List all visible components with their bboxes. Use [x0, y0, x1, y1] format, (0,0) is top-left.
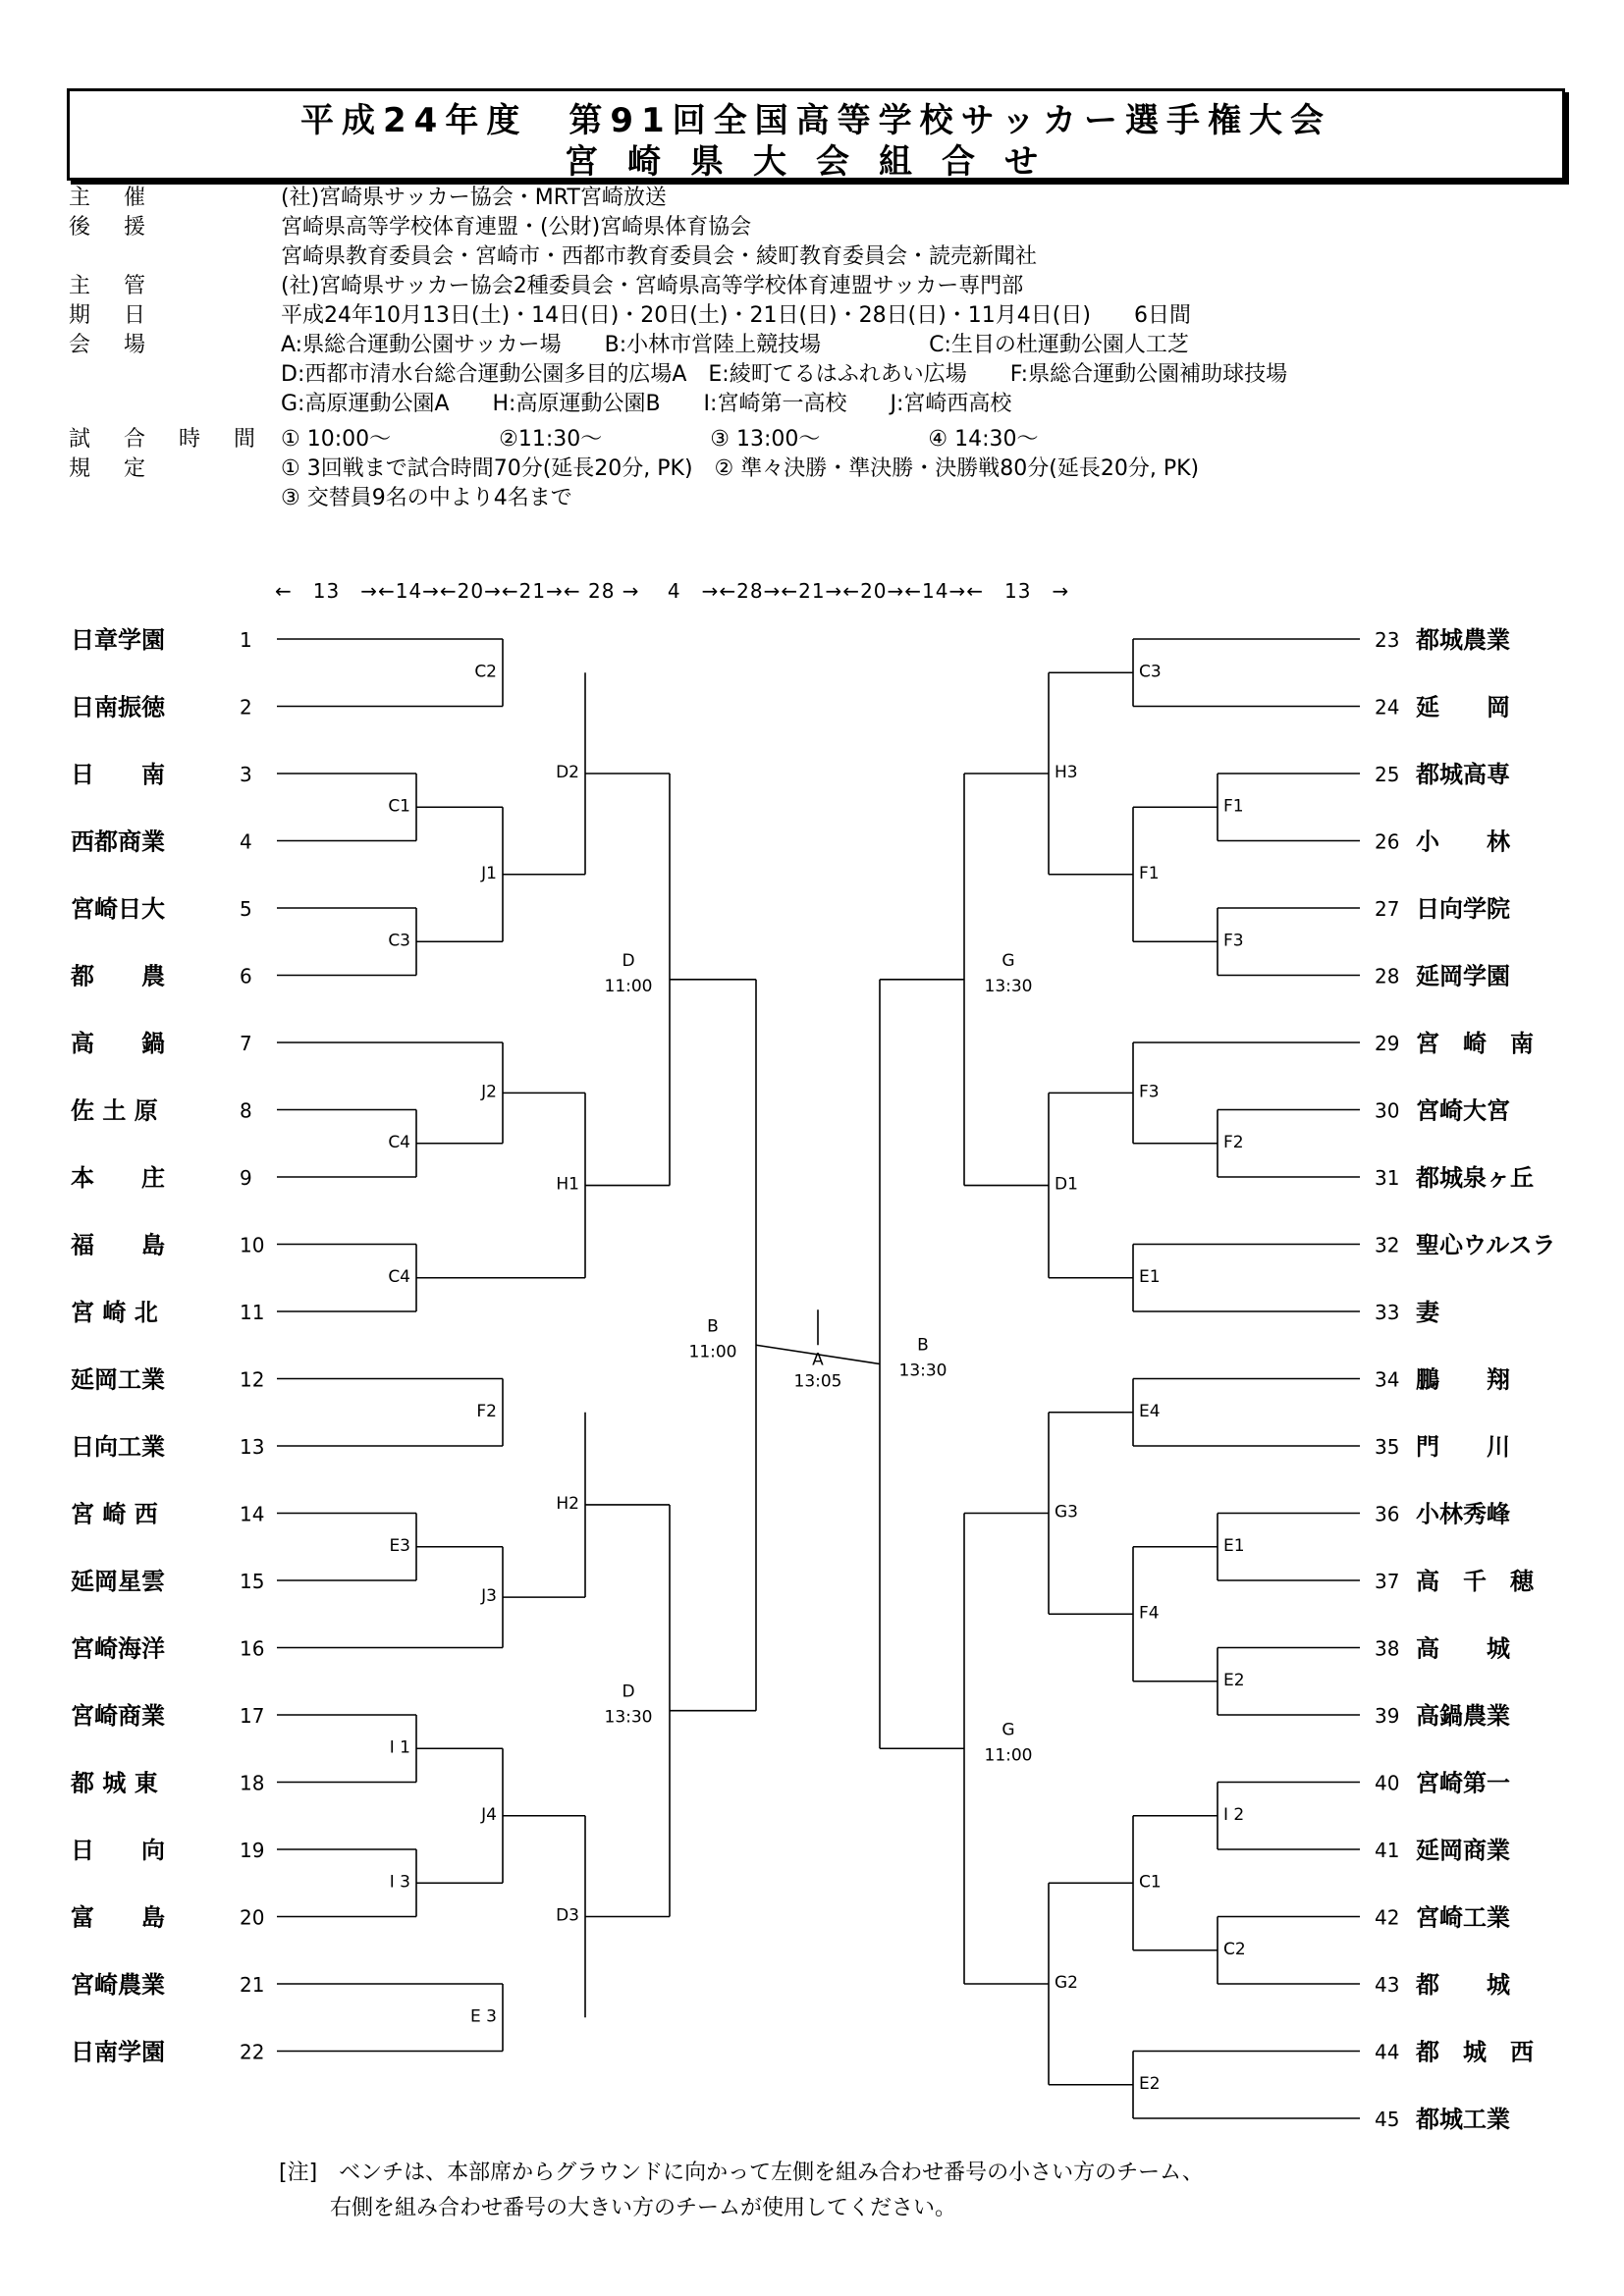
team-seed: 11	[240, 1301, 265, 1324]
match-label: D1	[1055, 1174, 1078, 1195]
match-label: E1	[1223, 1535, 1245, 1556]
team-seed: 15	[240, 1570, 265, 1593]
team-seed: 9	[240, 1166, 252, 1190]
team-seed: 16	[240, 1636, 265, 1661]
team-name: 宮崎第一	[1416, 1769, 1510, 1797]
match-label: C2	[1223, 1939, 1246, 1959]
match-label: G3	[1055, 1502, 1078, 1522]
team-name: 都 城 東	[71, 1769, 158, 1797]
team-name: 高鍋農業	[1416, 1702, 1510, 1730]
team-name: 宮 崎 西	[71, 1500, 158, 1528]
team-name: 福 島	[71, 1231, 165, 1259]
team-name: 宮崎海洋	[71, 1634, 165, 1663]
info-label: 主管	[69, 274, 180, 298]
match-label: 13:30	[604, 1707, 653, 1728]
team-seed: 40	[1375, 1771, 1400, 1795]
match-label: E2	[1139, 2073, 1161, 2094]
team-seed: 14	[240, 1502, 265, 1526]
team-name: 鵬 翔	[1416, 1365, 1510, 1394]
match-label: E1	[1139, 1266, 1161, 1287]
team-seed: 26	[1375, 829, 1400, 854]
team-name: 日 南	[71, 761, 165, 788]
team-seed: 33	[1375, 1301, 1400, 1324]
match-label: E3	[389, 1535, 410, 1556]
match-label: I 3	[389, 1872, 410, 1893]
team-seed: 21	[240, 1973, 265, 1997]
team-seed: 23	[1375, 628, 1400, 652]
team-name: 都城工業	[1416, 2106, 1510, 2133]
match-label: I 1	[389, 1737, 410, 1758]
match-label: J2	[481, 1082, 497, 1102]
match-label: 13:05	[793, 1371, 842, 1392]
team-seed: 34	[1375, 1367, 1400, 1392]
match-label: F1	[1223, 796, 1244, 817]
team-seed: 8	[240, 1098, 252, 1123]
team-name: 高 城	[1416, 1634, 1510, 1663]
info-label: 会場	[69, 333, 180, 357]
match-label: E4	[1139, 1401, 1161, 1421]
info-text: ① 3回戦まで試合時間70分(延長20分, PK) ② 準々決勝・準決勝・決勝戦80分(延長20分, PK)	[281, 456, 1200, 481]
team-seed: 36	[1375, 1502, 1400, 1526]
team-seed: 44	[1375, 2040, 1400, 2064]
team-seed: 38	[1375, 1636, 1400, 1661]
team-name: 延岡星雲	[71, 1568, 165, 1595]
team-name: 聖心ウルスラ	[1416, 1231, 1556, 1259]
team-seed: 31	[1375, 1166, 1400, 1190]
team-name: 都 城	[1416, 1971, 1510, 1999]
match-label: J1	[481, 863, 497, 883]
team-name: 宮 崎 北	[71, 1299, 158, 1326]
match-label: C2	[474, 662, 497, 682]
match-label: F2	[476, 1401, 497, 1421]
team-name: 高 鍋	[71, 1030, 165, 1057]
info-label: 規定	[69, 456, 180, 481]
match-label: G	[1001, 1720, 1015, 1740]
info-text: 宮崎県高等学校体育連盟・(公財)宮崎県体育協会	[281, 215, 752, 240]
team-name: 延岡学園	[1416, 962, 1510, 990]
team-seed: 7	[240, 1032, 252, 1055]
team-seed: 35	[1375, 1435, 1400, 1459]
match-label: I 2	[1223, 1804, 1245, 1825]
team-seed: 30	[1375, 1098, 1400, 1123]
match-label: B	[707, 1316, 719, 1337]
team-seed: 3	[240, 763, 252, 786]
match-label: C1	[1139, 1872, 1162, 1893]
team-seed: 45	[1375, 2108, 1400, 2131]
match-label: D	[622, 950, 635, 971]
match-label: D2	[556, 763, 579, 782]
info-text: (社)宮崎県サッカー協会・MRT宮崎放送	[281, 186, 667, 210]
info-text: G:高原運動公園A H:高原運動公園B I:宮崎第一高校 J:宮崎西高校	[281, 392, 1012, 416]
info-label: 主催	[69, 186, 180, 210]
team-seed: 22	[240, 2040, 265, 2064]
match-label: F1	[1139, 863, 1160, 883]
match-label: 13:30	[898, 1361, 947, 1381]
team-seed: 17	[240, 1704, 265, 1728]
match-label: H1	[556, 1174, 579, 1195]
team-seed: 18	[240, 1771, 265, 1795]
team-seed: 5	[240, 897, 252, 921]
match-label: H2	[556, 1493, 579, 1514]
team-name: 宮崎農業	[71, 1971, 165, 1999]
match-label: G2	[1055, 1973, 1078, 1993]
team-name: 宮崎大宮	[1416, 1096, 1510, 1125]
team-name: 妻	[1416, 1299, 1439, 1326]
team-seed: 24	[1375, 695, 1400, 720]
team-seed: 27	[1375, 897, 1400, 921]
info-label: 後援	[69, 215, 180, 240]
team-seed: 1	[240, 628, 252, 652]
match-label: C4	[388, 1266, 410, 1287]
team-name: 小 林	[1416, 828, 1510, 856]
title-line-1: 平成24年度 第91回全国高等学校サッカー選手権大会	[300, 101, 1331, 140]
info-text: (社)宮崎県サッカー協会2種委員会・宮崎県高等学校体育連盟サッカー専門部	[281, 274, 1024, 298]
team-name: 高 千 穂	[1416, 1568, 1534, 1595]
match-label: F3	[1139, 1082, 1160, 1102]
team-name: 延 岡	[1416, 693, 1510, 721]
match-label: C1	[388, 796, 410, 817]
team-seed: 28	[1375, 964, 1400, 988]
info-text: D:西都市清水台総合運動公園多目的広場A E:綾町てるはふれあい広場 F:県総合運動公園補助球技場	[281, 362, 1288, 387]
team-name: 宮崎工業	[1416, 1903, 1510, 1932]
match-label: C3	[388, 931, 410, 951]
team-seed: 37	[1375, 1570, 1400, 1593]
team-seed: 4	[240, 829, 252, 854]
match-label: 11:00	[688, 1342, 737, 1362]
match-label: C4	[388, 1132, 410, 1152]
match-label: J4	[481, 1804, 497, 1825]
team-name: 都 城 西	[1416, 2038, 1534, 2066]
team-name: 本 庄	[71, 1164, 165, 1192]
team-name: 都城農業	[1416, 626, 1510, 654]
match-label: H3	[1055, 763, 1078, 782]
match-label: E 3	[470, 2006, 497, 2027]
info-text: 平成24年10月13日(土)・14日(日)・20日(土)・21日(日)・28日(日)・11月4日(日) 6日間	[281, 303, 1191, 328]
team-seed: 10	[240, 1233, 265, 1257]
team-name: 都 農	[71, 962, 165, 990]
team-seed: 29	[1375, 1032, 1400, 1055]
team-seed: 43	[1375, 1973, 1400, 1997]
team-seed: 6	[240, 964, 252, 988]
team-seed: 41	[1375, 1839, 1400, 1862]
match-label: E2	[1223, 1670, 1245, 1690]
team-name: 宮崎商業	[71, 1702, 165, 1730]
team-name: 日向工業	[71, 1433, 165, 1461]
match-label: F3	[1223, 931, 1244, 951]
info-text: A:県総合運動公園サッカー場 B:小林市営陸上競技場 C:生目の杜運動公園人工芝	[281, 333, 1189, 357]
team-seed: 39	[1375, 1704, 1400, 1728]
match-label: C3	[1139, 662, 1162, 682]
team-name: 佐 土 原	[71, 1096, 158, 1125]
team-name: 門 川	[1416, 1433, 1510, 1461]
team-seed: 42	[1375, 1905, 1400, 1930]
match-label: G	[1001, 950, 1015, 971]
info-label: 期日	[69, 303, 180, 328]
team-name: 宮 崎 南	[1416, 1030, 1534, 1057]
info-text: ③ 交替員9名の中より4名まで	[281, 486, 572, 510]
match-label: 11:00	[984, 1745, 1033, 1766]
team-seed: 2	[240, 695, 252, 720]
match-label: B	[917, 1335, 929, 1356]
team-seed: 12	[240, 1367, 265, 1392]
team-name: 日章学園	[71, 626, 165, 654]
team-name: 日 向	[71, 1837, 165, 1864]
info-label: 試合時間	[69, 427, 290, 452]
team-name: 延岡工業	[71, 1365, 165, 1394]
team-name: 富 島	[71, 1903, 165, 1932]
team-name: 西都商業	[71, 828, 165, 856]
match-label: D	[622, 1682, 635, 1702]
rounds-bar: ← 13 →←14→←20→←21→← 28 → 4 →←28→←21→←20→←14→← 13 →	[275, 579, 1070, 603]
team-name: 都城泉ヶ丘	[1416, 1164, 1534, 1192]
match-label: J3	[481, 1586, 497, 1607]
team-seed: 25	[1375, 763, 1400, 786]
team-name: 日南振徳	[71, 693, 165, 721]
note-line-1: [注] ベンチは、本部席からグラウンドに向かって左側を組み合わせ番号の小さい方のチーム、	[279, 2161, 1204, 2185]
note-line-2: 右側を組み合わせ番号の大きい方のチームが使用してください。	[330, 2196, 957, 2220]
info-text: 宮崎県教育委員会・宮崎市・西都市教育委員会・綾町教育委員会・読売新聞社	[281, 244, 1038, 269]
team-name: 日向学院	[1416, 895, 1510, 923]
team-seed: 32	[1375, 1233, 1400, 1257]
team-seed: 19	[240, 1839, 265, 1862]
match-label: F4	[1139, 1603, 1160, 1624]
team-seed: 13	[240, 1435, 265, 1459]
match-label: A	[812, 1350, 824, 1370]
title-line-2: 宮崎県大会組合せ	[565, 142, 1067, 182]
team-seed: 20	[240, 1905, 265, 1930]
match-label: 13:30	[984, 976, 1033, 996]
team-name: 日南学園	[71, 2038, 165, 2066]
info-text: ① 10:00～ ②11:30～ ③ 13:00～ ④ 14:30～	[281, 427, 1039, 452]
match-label: F2	[1223, 1132, 1244, 1152]
team-name: 延岡商業	[1416, 1837, 1510, 1864]
match-label: 11:00	[604, 976, 653, 996]
team-name: 都城高専	[1416, 761, 1510, 788]
match-label: D3	[556, 1905, 579, 1926]
team-name: 宮崎日大	[71, 895, 165, 923]
team-name: 小林秀峰	[1416, 1500, 1510, 1528]
